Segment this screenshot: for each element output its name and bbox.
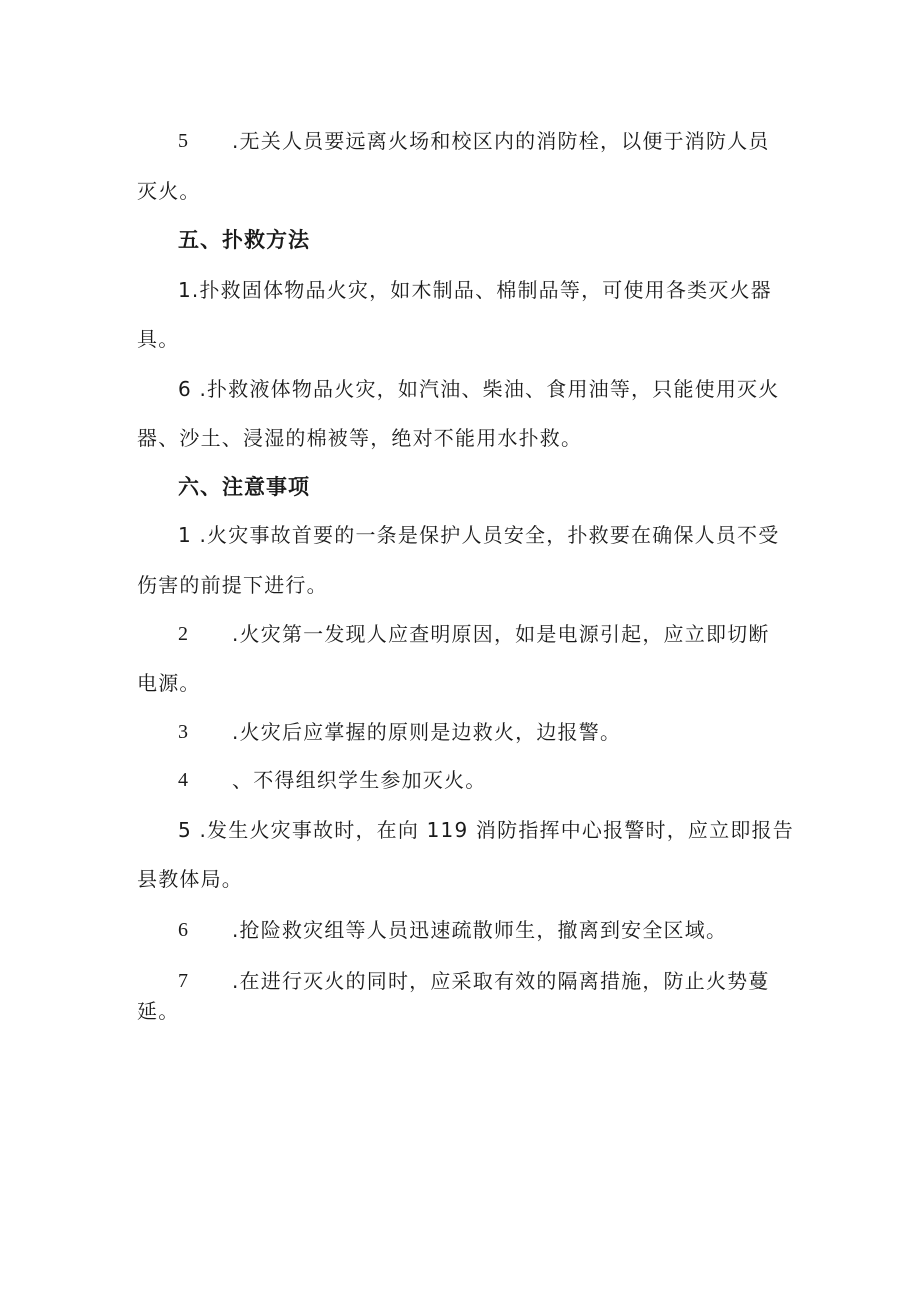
- paragraph-line: 1 .火灾事故首要的一条是保护人员安全，扑救要在确保人员不受: [178, 523, 780, 547]
- paragraph-line: .火灾后应掌握的原则是边救火，边报警。: [232, 720, 622, 744]
- item-number: 4: [178, 769, 188, 791]
- paragraph-line: 5 .发生火灾事故时，在向 119 消防指挥中心报警时，应立即报告: [178, 818, 794, 842]
- paragraph-line: 伤害的前提下进行。: [137, 573, 328, 597]
- paragraph-line: 、不得组织学生参加灭火。: [232, 768, 487, 792]
- paragraph-line: .在进行灭火的同时，应采取有效的隔离措施，防止火势蔓: [232, 969, 770, 993]
- paragraph-line: 电源。: [137, 671, 201, 695]
- item-number: 6: [178, 919, 188, 941]
- paragraph-line: 延。: [137, 999, 180, 1023]
- item-number: 3: [178, 721, 188, 743]
- item-number: 2: [178, 623, 188, 645]
- paragraph-line: 器、沙土、浸湿的棉被等，绝对不能用水扑救。: [137, 426, 583, 450]
- paragraph-line: 县教体局。: [137, 867, 243, 891]
- paragraph-line: 6 .扑救液体物品火灾，如汽油、柴油、食用油等，只能使用灭火: [178, 377, 780, 401]
- item-number: 5: [178, 130, 188, 152]
- paragraph-line: 1.扑救固体物品火灾，如木制品、棉制品等，可使用各类灭火器: [178, 278, 772, 302]
- item-number: 7: [178, 970, 188, 992]
- paragraph-line: .无关人员要远离火场和校区内的消防栓，以便于消防人员: [232, 129, 770, 153]
- paragraph-line: 具。: [137, 327, 180, 351]
- section-heading: 六、注意事项: [178, 475, 310, 499]
- section-heading: 五、扑救方法: [178, 228, 310, 252]
- paragraph-line: .火灾第一发现人应查明原因，如是电源引起，应立即切断: [232, 622, 770, 646]
- paragraph-line: 灭火。: [137, 179, 201, 203]
- paragraph-line: .抢险救灾组等人员迅速疏散师生，撤离到安全区域。: [232, 918, 728, 942]
